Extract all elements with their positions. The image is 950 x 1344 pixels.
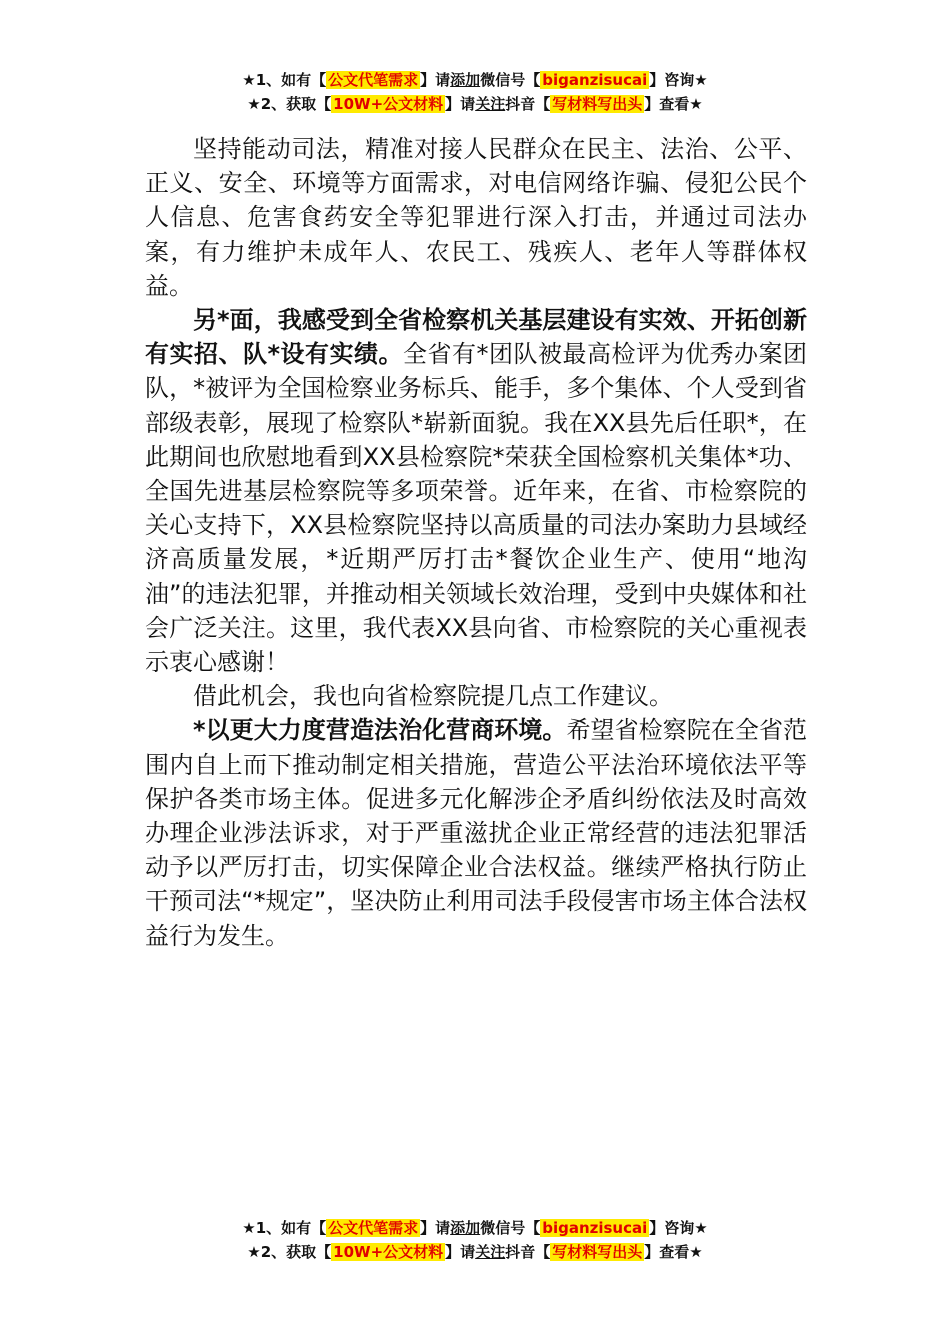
paragraph-1: 坚持能动司法，精准对接人民群众在民主、法治、公平、正义、安全、环境等方面需求，对电信网络诈骗、侵犯公民个人信息、危害食药安全等犯罪进行深入打击，并通过司法办案，有力维护未成年人、农民工、残疾人、老年人等群体权益。 — [145, 135, 807, 300]
banner-line-1 — [0, 1216, 950, 1240]
paragraph-4 — [145, 713, 807, 952]
banner-text: 1、如有【 — [255, 71, 327, 89]
highlight-wechat-id: biganzisucai — [542, 71, 648, 89]
underlined-text: 添加 — [450, 71, 481, 89]
highlight-douyin: 写材料写出头 — [552, 95, 643, 113]
highlight-materials: 10W+公文材料 — [333, 95, 444, 113]
star-icon: ★ — [242, 1219, 256, 1237]
banner-text: 2、获取【 — [260, 95, 332, 113]
banner-text: 】请 — [420, 1219, 451, 1237]
underlined-text: 关注 — [475, 95, 506, 113]
banner-line-2 — [0, 1240, 950, 1264]
star-icon: ★ — [689, 95, 703, 113]
paragraph-text: 全省有*团队被最高检评为优秀办案团队，*被评为全国检察业务标兵、能手，多个集体、个人受到省部级表彰，展现了检察队*崭新面貌。我在XX县先后任职*，在此期间也欣慰地看到XX县检察院*荣获全国检察机关集体*功、全国先进基层检察院等多项荣誉。近年来，在省、市检察院的关心支持下，XX县检察院坚持以高质量的司法办案助力县域经济高质量发展，*近期严厉打击*餐饮企业生产、使用“地沟油”的违法犯罪，并推动相关领域长效治理，受到中央媒体和社会广泛关注。这里，我代表XX县向省、市检察院的关心重视表示衷心感谢！ — [145, 340, 807, 677]
banner-text: 】咨询 — [649, 1219, 695, 1237]
header-banner — [0, 68, 950, 116]
paragraph-heading: *以更大力度营造法治化营商环境。 — [193, 716, 567, 745]
banner-text: 】请 — [420, 71, 451, 89]
banner-text: 2、获取【 — [260, 1243, 332, 1261]
highlight-wechat-id: biganzisucai — [542, 1219, 648, 1237]
highlight-service: 公文代笔需求 — [328, 1219, 419, 1237]
star-icon: ★ — [689, 1243, 703, 1261]
star-icon: ★ — [694, 1219, 708, 1237]
paragraph-3: 借此机会，我也向省检察院提几点工作建议。 — [193, 682, 673, 711]
banner-text: 抖音【 — [505, 1243, 551, 1261]
banner-text: 微信号【 — [480, 1219, 541, 1237]
star-icon: ★ — [247, 95, 261, 113]
banner-line-2 — [0, 92, 950, 116]
footer-banner — [0, 1216, 950, 1264]
banner-text: 抖音【 — [505, 95, 551, 113]
paragraph-2 — [145, 303, 807, 679]
star-icon: ★ — [247, 1243, 261, 1261]
banner-text: 】请 — [445, 95, 476, 113]
banner-line-1 — [0, 68, 950, 92]
banner-text: 】查看 — [644, 1243, 690, 1261]
underlined-text: 添加 — [450, 1219, 481, 1237]
highlight-service: 公文代笔需求 — [328, 71, 419, 89]
document-body — [145, 132, 807, 953]
banner-text: 】请 — [445, 1243, 476, 1261]
underlined-text: 关注 — [475, 1243, 506, 1261]
banner-text: 微信号【 — [480, 71, 541, 89]
banner-text: 1、如有【 — [255, 1219, 327, 1237]
highlight-douyin: 写材料写出头 — [552, 1243, 643, 1261]
star-icon: ★ — [242, 71, 256, 89]
paragraph-text: 希望省检察院在全省范围内自上而下推动制定相关措施，营造公平法治环境依法平等保护各类市场主体。促进多元化解涉企矛盾纠纷依法及时高效办理企业涉法诉求，对于严重滋扰企业正常经营的违法犯罪活动予以严厉打击，切实保障企业合法权益。继续严格执行防止干预司法“*规定”，坚决防止利用司法手段侵害市场主体合法权益行为发生。 — [145, 716, 808, 950]
star-icon: ★ — [694, 71, 708, 89]
banner-text: 】咨询 — [649, 71, 695, 89]
paragraph-heading: 另*面，我感受到全省检察机关基层建设有实效、开拓创新有实招、队*设有实绩。 — [145, 306, 807, 369]
highlight-materials: 10W+公文材料 — [333, 1243, 444, 1261]
banner-text: 】查看 — [644, 95, 690, 113]
